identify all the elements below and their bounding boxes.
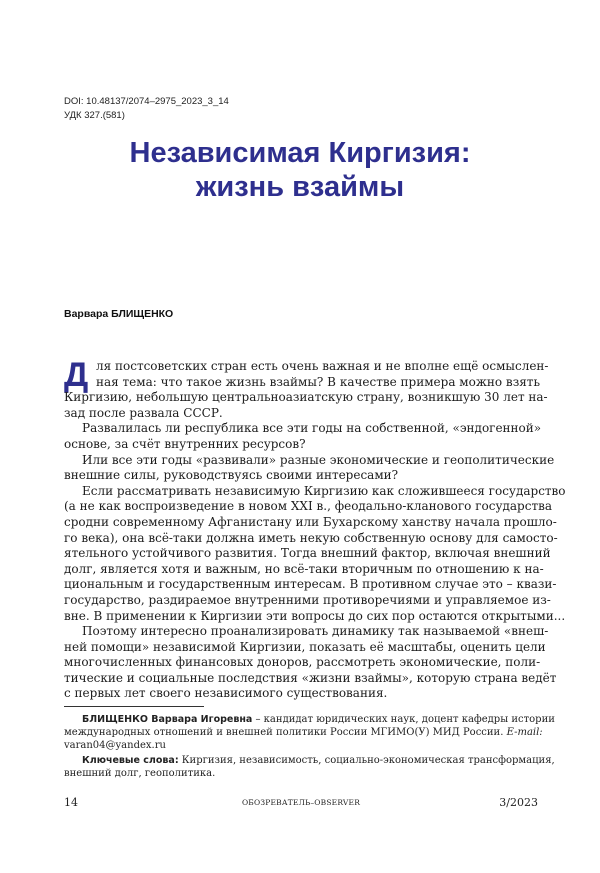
journal-name: ОБОЗРЕВАТЕЛЬ–OBSERVER (241, 798, 361, 807)
text-line: тические и социальные последствия «жизни взаймы», которую страна ведёт (64, 670, 557, 685)
text-line: долг, является хотя и важным, но всё-таки вторичным по отношению к на- (64, 561, 544, 576)
issue-number: 3/2023 (499, 796, 538, 809)
page-footer (64, 796, 538, 810)
text-line: зад после развала СССР. (64, 405, 223, 420)
author-footnote (64, 713, 555, 752)
text-line: государство, раздираемое внутренними противоречиями и управляемое из- (64, 592, 551, 607)
text-line: многочисленных финансовых доноров, рассмотреть экономические, поли- (64, 655, 541, 670)
keywords-text-continued: внешний долг, геополитика. (64, 768, 216, 779)
text-line: Развалилась ли республика все эти годы на собственной, «эндогенной» (82, 421, 542, 436)
text-line: Киргизию, небольшую центральноазиатскую страну, возникшую 30 лет на- (64, 390, 548, 405)
keywords-block (64, 754, 555, 780)
keywords-text: Киргизия, независимость, социально-экономическая трансформация, (178, 755, 555, 766)
doi: DOI: 10.48137/2074–2975_2023_3_14 (64, 96, 229, 107)
article-body (64, 356, 566, 702)
text-line: ная тема: что такое жизнь взаймы? В качестве примера можно взять (96, 374, 540, 389)
text-line: Поэтому интересно проанализировать динамику так называемой «внеш- (82, 624, 549, 639)
text-line: (а не как воспроизведение в новом XXI в., феодально-кланового государства (64, 499, 552, 514)
page-number: 14 (64, 796, 78, 809)
text-line: го века), она всё-таки должна иметь некую собственную основу для самосто- (64, 530, 558, 545)
text-line: циональным и государственным интересам. В противном случае это – квази- (64, 577, 557, 592)
text-line: основе, за счёт внутренних ресурсов? (64, 436, 306, 451)
article-title-line-2: жизнь взаймы (195, 171, 405, 203)
text-line: вне. В применении к Киргизии эти вопросы до сих пор остаются открытыми... (64, 608, 566, 623)
udk-code: УДК 327.(581) (64, 110, 125, 121)
text-line: внешние силы, руководствуясь своими интересами? (64, 468, 399, 483)
author-credentials: – кандидат юридических наук, доцент кафедры истории (252, 714, 555, 725)
text-line: сродни современному Афганистану или Бухарскому ханству начала прошло- (64, 514, 557, 529)
text-line: ля постсоветских стран есть очень важная и не вполне ещё осмыслен- (96, 359, 549, 373)
text-line: ней помощи» независимой Киргизии, показать её масштабы, оценить цели (64, 639, 546, 654)
drop-cap: Д (64, 356, 89, 394)
author-email: varan04@yandex.ru (64, 740, 166, 751)
footnote-divider (64, 706, 204, 707)
author-name: Варвара БЛИЩЕНКО (64, 308, 174, 320)
article-title-line-1: Независимая Киргизия: (129, 137, 471, 169)
text-line: с первых лет своего независимого существования. (64, 686, 388, 701)
email-label: E-mail: (506, 727, 543, 738)
author-affiliation: международных отношений и внешней политики России МГИМО(У) МИД России. (64, 727, 504, 738)
author-full-name: БЛИЩЕНКО Варвара Игоревна (82, 714, 253, 725)
keywords-label: Ключевые слова: (82, 755, 179, 766)
text-line: Если рассматривать независимую Киргизию как сложившееся государство (82, 483, 566, 498)
text-line: Или все эти годы «развивали» разные экономические и геополитические (82, 452, 555, 467)
text-line: ятельного устойчивого развития. Тогда внешний фактор, включая внешний (64, 546, 551, 561)
